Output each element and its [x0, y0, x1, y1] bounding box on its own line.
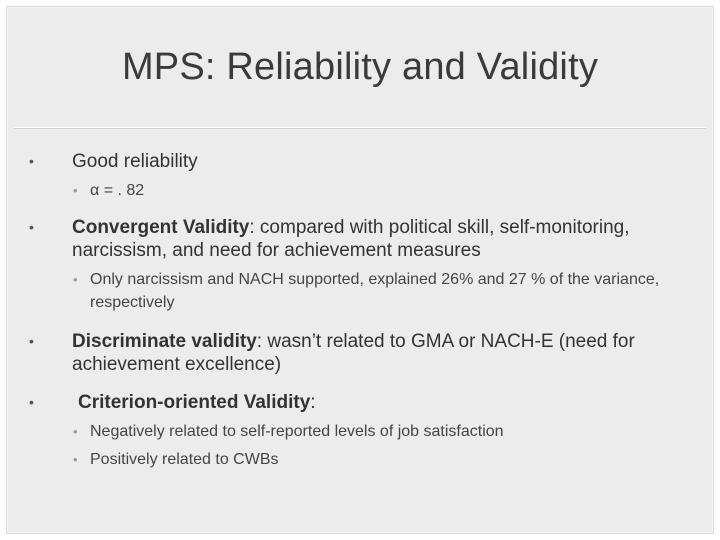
sub-bullet-text: α = . 82	[90, 182, 145, 199]
sub-bullet-text: Positively related to CWBs	[90, 451, 279, 468]
sub-bullet-icon: •	[73, 272, 78, 287]
sub-bullet-job-satisfaction	[20, 420, 660, 443]
bullet-label: Criterion-oriented Validity	[78, 392, 311, 413]
bullet-criterion-oriented-validity	[20, 391, 660, 414]
bullet-icon: •	[29, 153, 34, 169]
sub-bullet-icon: •	[73, 183, 78, 198]
sub-bullet-narcissism-nach	[20, 268, 660, 314]
slide-content	[20, 148, 660, 471]
bullet-label: Discriminate validity	[72, 331, 257, 352]
bullet-text: : compared with political skill, self-monitoring, narcissism, and need for achievement measures	[72, 217, 630, 261]
sub-bullet-icon: •	[73, 424, 78, 439]
sub-bullet-cwbs	[20, 448, 660, 471]
bullet-text: : wasn’t related to GMA or NACH-E (need for achievement excellence)	[72, 331, 635, 375]
bullet-text: :	[310, 392, 316, 413]
bullet-text: Good reliability	[72, 151, 198, 172]
title-divider	[14, 127, 706, 129]
bullet-discriminate-validity	[20, 330, 660, 376]
bullet-icon: •	[29, 394, 34, 410]
slide-title: MPS: Reliability and Validity	[121, 46, 599, 88]
bullet-reliability	[20, 150, 660, 173]
bullet-icon: •	[29, 219, 34, 235]
sub-bullet-text: Negatively related to self-reported levels of job satisfaction	[90, 423, 504, 440]
sub-bullet-icon: •	[73, 452, 78, 467]
bullet-icon: •	[29, 333, 34, 349]
sub-bullet-text: Only narcissism and NACH supported, explained 26% and 27 % of the variance, respectively	[90, 271, 660, 311]
sub-bullet-alpha	[20, 179, 660, 202]
bullet-label: Convergent Validity	[72, 217, 250, 238]
bullet-convergent-validity	[20, 216, 660, 262]
